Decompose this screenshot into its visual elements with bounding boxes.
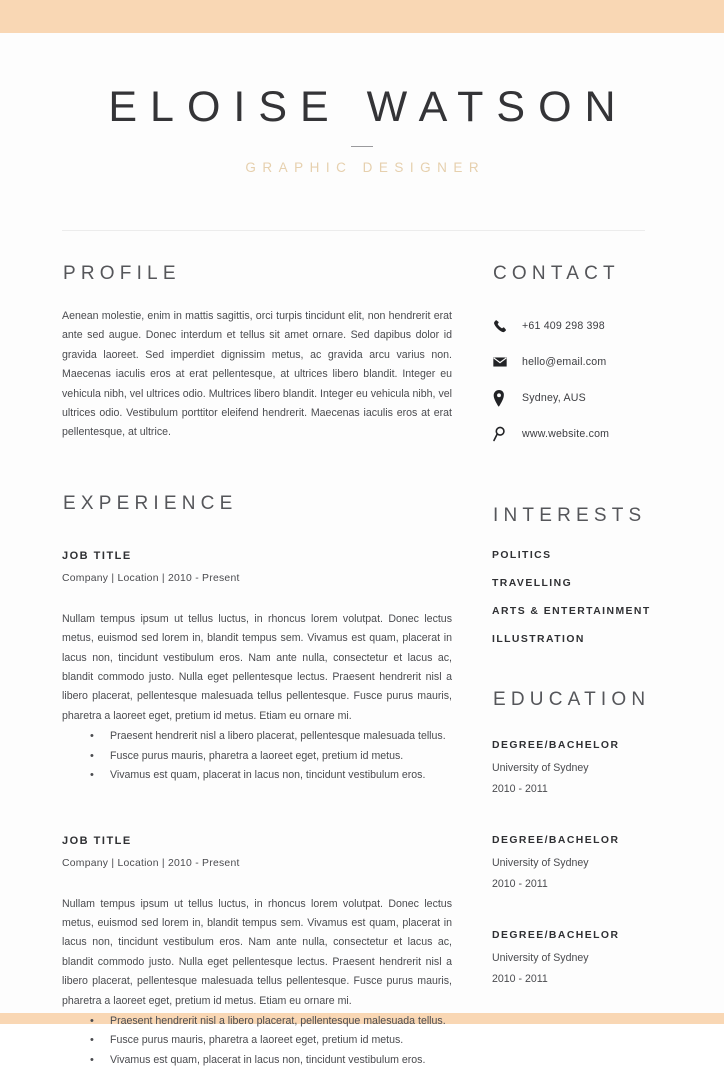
phone-icon — [492, 319, 522, 334]
job-bullet-list — [62, 1012, 452, 1070]
contact-location-value: Sydney, AUS — [522, 392, 586, 404]
interest-item: TRAVELLING — [492, 578, 692, 589]
interests-section — [492, 505, 692, 645]
contact-item-website[interactable] — [492, 419, 692, 449]
job-meta: Company | Location | 2010 - Present — [62, 858, 452, 869]
job-bullet: • Praesent hendrerit nisl a libero placerat, pellentesque malesuada tellus. — [62, 1012, 452, 1031]
experience-section-title: EXPERIENCE — [62, 493, 452, 515]
resume-header — [0, 33, 724, 175]
interests-section-title: INTERESTS — [492, 505, 692, 527]
job-bullet-list — [62, 727, 452, 785]
education-item — [492, 835, 692, 890]
profile-body-text: Aenean molestie, enim in mattis sagittis, orci turpis tincidunt elit, non hendrerit erat ante sed augue. Donec interdum et tellus sit amet ornare. Sed dapibus dolor id gravida laoreet. Sed imperdiet dignissim metus, ac gravida arcu varius non. Maecenas iaculis eros at erat pellentesque, at ultrices libero blandit. Integer eu vehicula nibh, vel ultrices odio. Multrices libero blandit. Integer eu vehicula nibh, vel ultrices odio. Vestibulum porttitor eleifend hendrerit. Maecenas iaculis eros at erat pellentesque, at ultrice. — [62, 307, 452, 443]
job-description: Nullam tempus ipsum ut tellus luctus, in rhoncus lorem volutpat. Donec lectus metus, euismod sed lorem in, blandit tempus sem. Vivamus est quam, placerat in lacus non, tincidunt vestibulum eros. Nam ante nulla, consectetur et lacus ac, blandit commodo justo. Nulla eget pellentesque lectus. Praesent hendrerit nisl a libero placerat, pellentesque malesuada tellus pellentesque. Fusce purus mauris, pharetra a laoreet eget, pretium id metus. Etiam eu ornare mi. — [62, 895, 452, 1011]
job-title: JOB TITLE — [62, 550, 452, 562]
contact-item-phone[interactable] — [492, 311, 692, 341]
education-school: University of Sydney — [492, 952, 692, 964]
interests-list — [492, 550, 692, 645]
education-item — [492, 740, 692, 795]
contact-website-value: www.website.com — [522, 428, 609, 440]
education-item — [492, 930, 692, 985]
job-meta: Company | Location | 2010 - Present — [62, 573, 452, 584]
experience-section — [62, 493, 452, 1070]
education-years: 2010 - 2011 — [492, 973, 692, 985]
envelope-icon — [492, 354, 522, 370]
left-column — [62, 263, 452, 1070]
contact-email-value: hello@email.com — [522, 356, 606, 368]
job-bullet: • Fusce purus mauris, pharetra a laoreet eget, pretium id metus. — [62, 747, 452, 766]
experience-item — [62, 550, 452, 786]
contact-phone-value: +61 409 298 398 — [522, 320, 605, 332]
job-bullet: • Praesent hendrerit nisl a libero placerat, pellentesque malesuada tellus. — [62, 727, 452, 746]
top-accent-bar — [0, 0, 724, 33]
interest-item: POLITICS — [492, 550, 692, 561]
job-bullet: • Fusce purus mauris, pharetra a laoreet eget, pretium id metus. — [62, 1031, 452, 1050]
education-section — [492, 689, 692, 985]
contact-section-title: CONTACT — [492, 263, 692, 285]
contact-section — [492, 263, 692, 449]
header-divider — [62, 230, 645, 231]
name-divider-rule — [351, 146, 373, 147]
interest-item: ARTS & ENTERTAINMENT — [492, 606, 692, 617]
job-bullet: • Vivamus est quam, placerat in lacus non, tincidunt vestibulum eros. — [62, 1051, 452, 1070]
job-bullet: • Vivamus est quam, placerat in lacus non, tincidunt vestibulum eros. — [62, 766, 452, 785]
profile-section — [62, 263, 452, 443]
search-icon — [492, 426, 522, 442]
education-degree: DEGREE/BACHELOR — [492, 740, 692, 751]
job-description: Nullam tempus ipsum ut tellus luctus, in rhoncus lorem volutpat. Donec lectus metus, euismod sed lorem in, blandit tempus sem. Vivamus est quam, placerat in lacus non, tincidunt vestibulum eros. Nam ante nulla, consectetur et lacus ac, blandit commodo justo. Nulla eget pellentesque lectus. Praesent hendrerit nisl a libero placerat, pellentesque malesuada tellus pellentesque. Fusce purus mauris, pharetra a laoreet eget, pretium id metus. Etiam eu ornare mi. — [62, 610, 452, 726]
experience-item — [62, 835, 452, 1070]
contact-item-email[interactable] — [492, 347, 692, 377]
candidate-role: GRAPHIC DESIGNER — [0, 160, 724, 175]
education-school: University of Sydney — [492, 762, 692, 774]
map-pin-icon — [492, 390, 522, 407]
education-section-title: EDUCATION — [492, 689, 692, 711]
education-years: 2010 - 2011 — [492, 878, 692, 890]
education-degree: DEGREE/BACHELOR — [492, 835, 692, 846]
education-years: 2010 - 2011 — [492, 783, 692, 795]
contact-item-location[interactable] — [492, 383, 692, 413]
job-title: JOB TITLE — [62, 835, 452, 847]
right-column — [492, 263, 692, 985]
education-school: University of Sydney — [492, 857, 692, 869]
profile-section-title: PROFILE — [62, 263, 452, 285]
contact-list — [492, 311, 692, 449]
education-degree: DEGREE/BACHELOR — [492, 930, 692, 941]
interest-item: ILLUSTRATION — [492, 634, 692, 645]
candidate-name: ELOISE WATSON — [0, 85, 724, 130]
